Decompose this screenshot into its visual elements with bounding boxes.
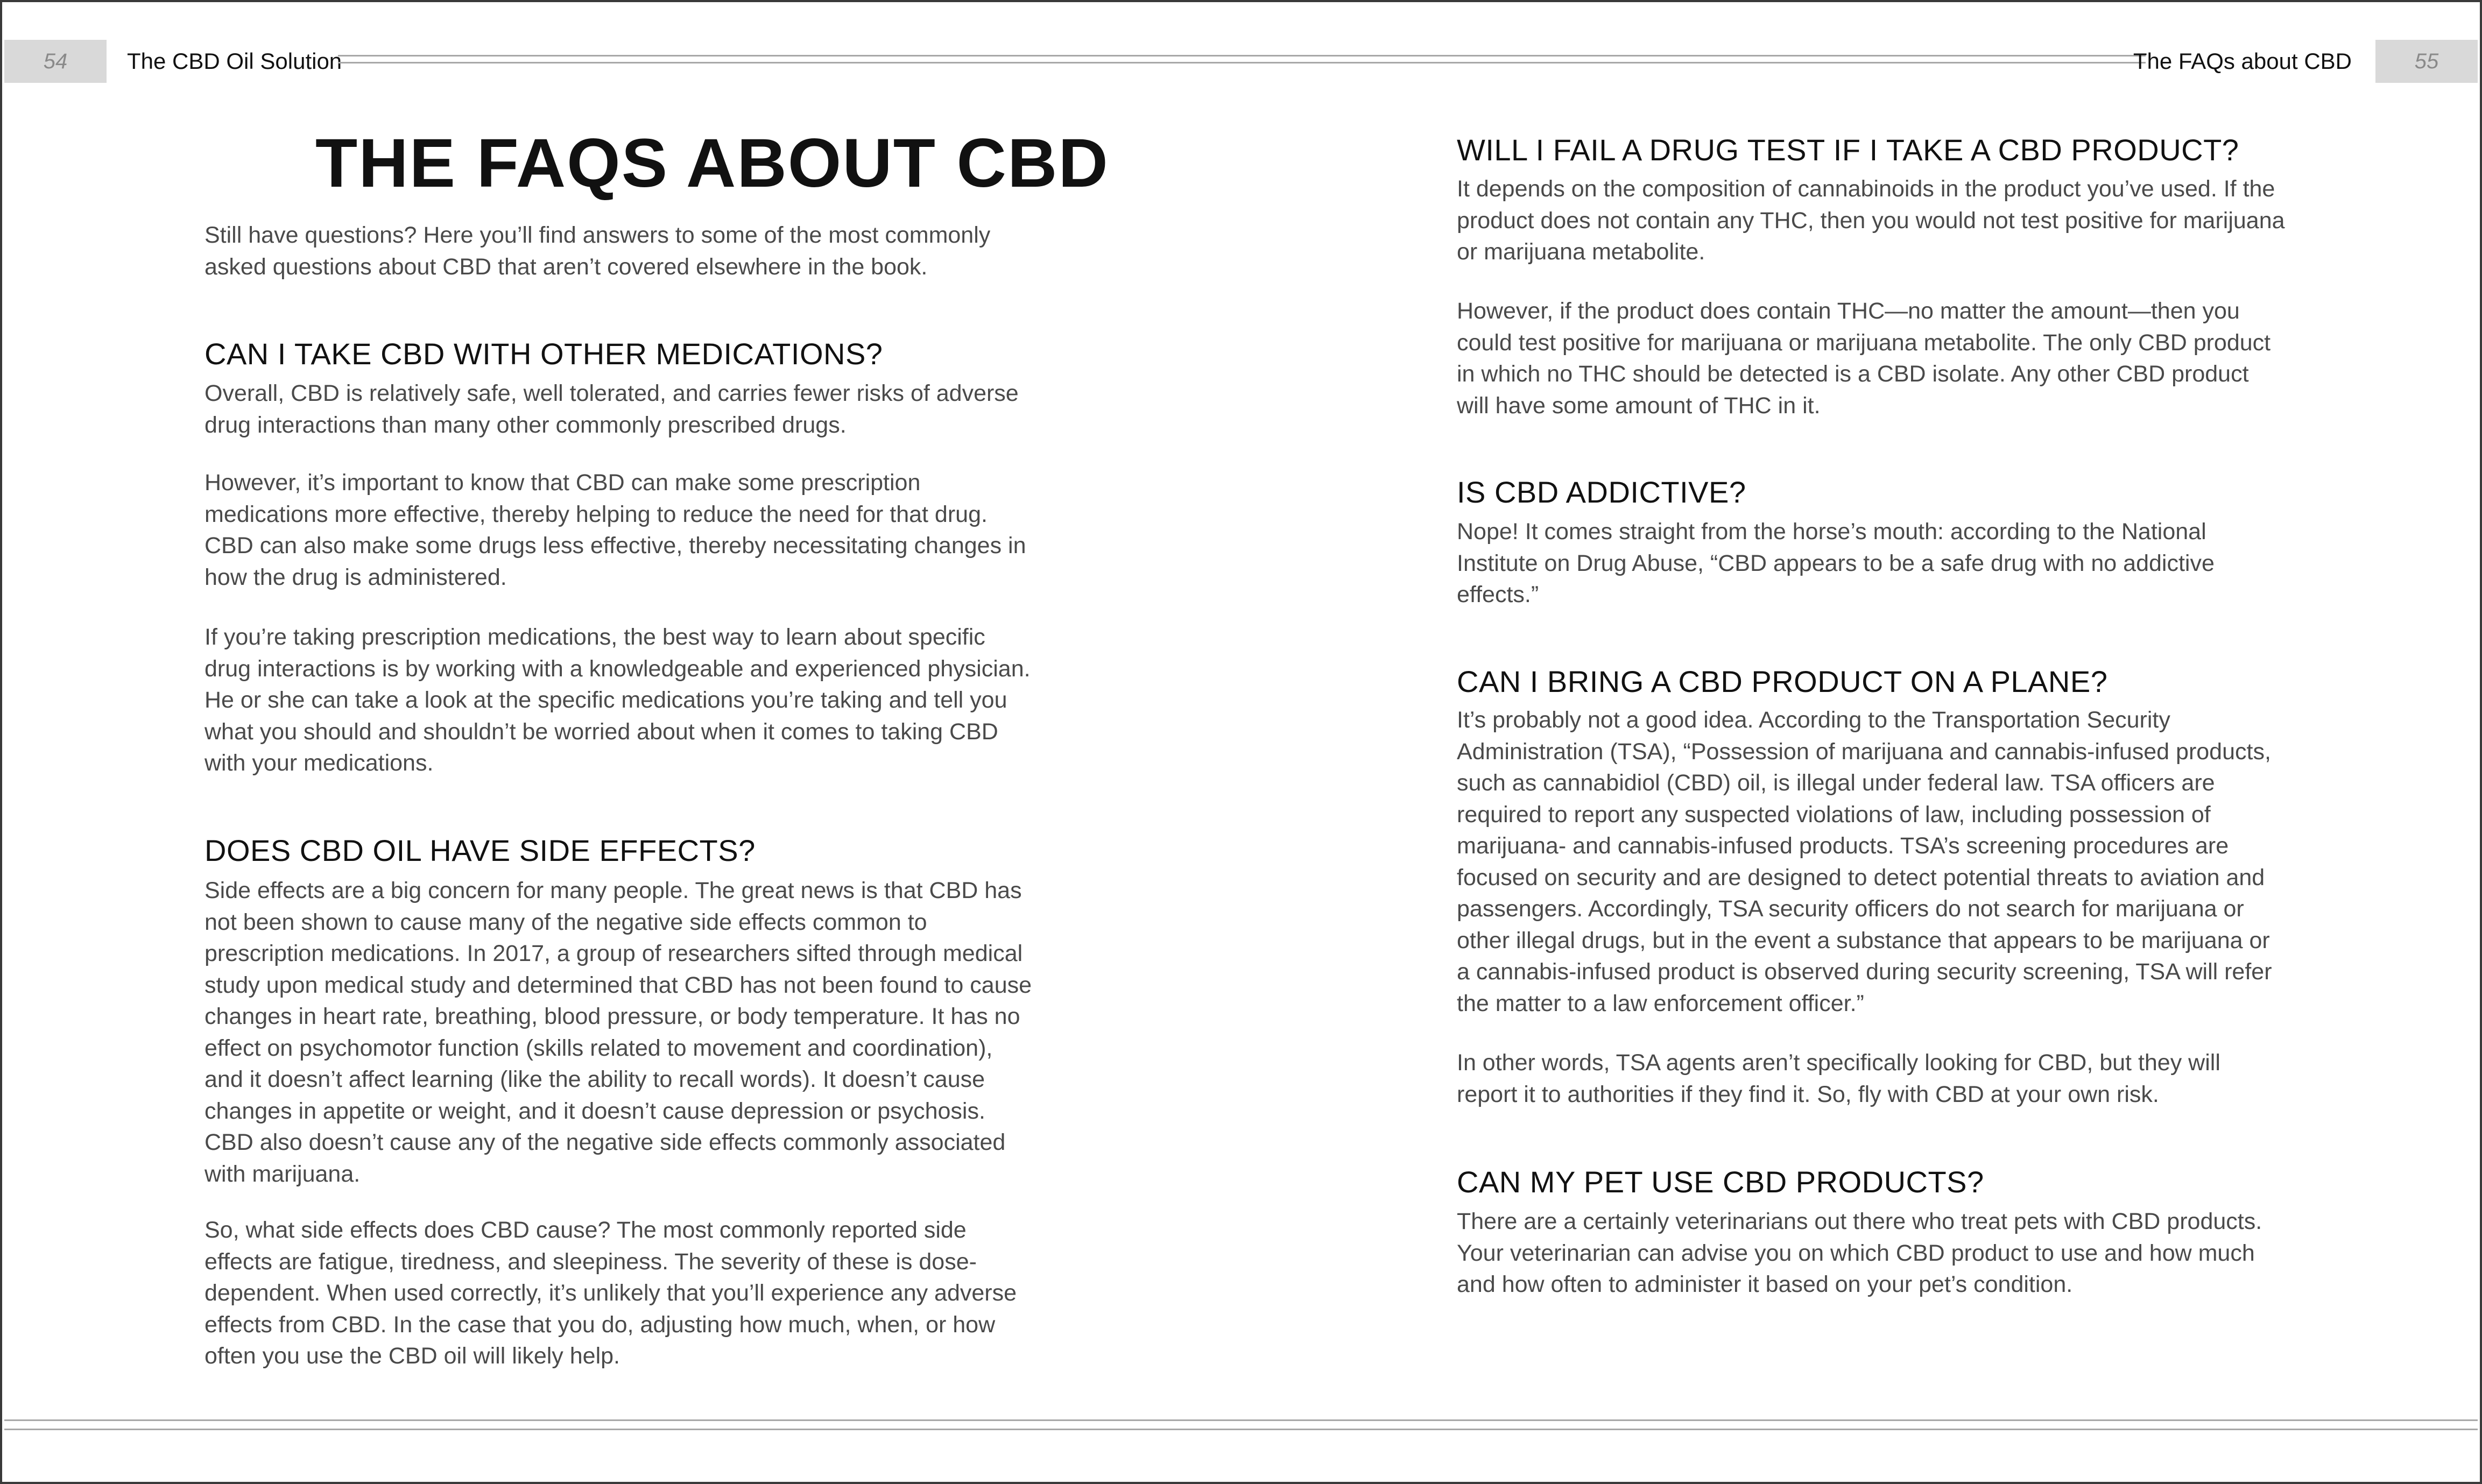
faq-answer-paragraph: There are a certainly veterinarians out there who treat pets with CBD products. Your veterinarian can advise you on which CBD product to use and how much and how often to administer it based on your pet’s condition. xyxy=(1457,1209,2262,1297)
faq-question: CAN MY PET USE CBD PRODUCTS? xyxy=(1457,1165,1984,1199)
faq-question: CAN I BRING A CBD PRODUCT ON A PLANE? xyxy=(1457,665,2108,698)
footer-rule xyxy=(4,1419,2478,1430)
intro-paragraph: Still have questions? Here you’ll find answers to some of the most commonly asked questions about CBD that aren’t covered elsewhere in the book. xyxy=(205,222,991,280)
header-rule xyxy=(338,55,1231,63)
faq-question: IS CBD ADDICTIVE? xyxy=(1457,475,1746,509)
left-running-title: The CBD Oil Solution xyxy=(127,48,342,74)
faq-question: CAN I TAKE CBD WITH OTHER MEDICATIONS? xyxy=(205,337,883,371)
page-title: THE FAQS ABOUT CBD xyxy=(315,125,1109,202)
faq-question: DOES CBD OIL HAVE SIDE EFFECTS? xyxy=(205,833,756,867)
right-page-number: 55 xyxy=(2375,40,2478,83)
header-rule xyxy=(1231,55,2146,63)
faq-answer-paragraph: Nope! It comes straight from the horse’s mouth: according to the National Institute on Drug Abuse, “CBD appears to be a safe drug with no addictive effects.” xyxy=(1457,519,2215,607)
faq-answer-paragraph: It’s probably not a good idea. According to the Transportation Security Administration (TSA), “Possession of marijuana and cannabis-infused products, such as cannabidiol (CBD) oil, is illegal under federal law. TSA officers are required to report any suspected violations of law, including possession of marijuana- and cannabis-infused products. TSA’s screening procedures are focused on security and are designed to detect potential threats to aviation and passengers. Accordingly, TSA security officers do not search for marijuana or other illegal drugs, but in the event a substance that appears to be marijuana or a cannabis-infused product is observed during security screening, TSA will refer the matter to a law enforcement officer.” xyxy=(1457,707,2272,1016)
faq-answer-paragraph: If you’re taking prescription medications, the best way to learn about specific drug interactions is by working with a knowledgeable and experienced physician. He or she can take a look at the specific medications you’re taking and tell you what you should and shouldn’t be worried about when it comes to taking CBD with your medications. xyxy=(205,624,1031,776)
faq-answer-paragraph: Side effects are a big concern for many people. The great news is that CBD has not been shown to cause many of the negative side effects common to prescription medications. In 2017, a group of researchers sifted through medical study upon medical study and determined that CBD has not been found to cause changes in heart rate, breathing, blood pressure, or body temperature. It has no effect on psychomotor function (skills related to movement and coordination), and it doesn’t affect learning (like the ability to recall words). It doesn’t cause changes in appetite or weight, and it doesn’t cause depression or psychosis. CBD also doesn’t cause any of the negative side effects commonly associated with marijuana. xyxy=(205,878,1032,1187)
faq-answer-paragraph: In other words, TSA agents aren’t specifically looking for CBD, but they will report it to authorities if they find it. So, fly with CBD at your own risk. xyxy=(1457,1050,2220,1107)
faq-answer-paragraph: Overall, CBD is relatively safe, well tolerated, and carries fewer risks of adverse drug interactions than many other commonly prescribed drugs. xyxy=(205,380,1019,438)
faq-answer-paragraph: However, it’s important to know that CBD can make some prescription medications more effective, thereby helping to reduce the need for that drug. CBD can also make some drugs less effective, thereby necessitating changes in how the drug is administered. xyxy=(205,470,1026,590)
faq-answer-paragraph: So, what side effects does CBD cause? The most commonly reported side effects are fatigue, tiredness, and sleepiness. The severity of these is dose-dependent. When used correctly, it’s unlikely that you’ll experience any adverse effects from CBD. In the case that you do, adjusting how much, when, or how often you use the CBD oil will likely help. xyxy=(205,1217,1017,1369)
faq-answer-paragraph: It depends on the composition of cannabinoids in the product you’ve used. If the product does not contain any THC, then you would not test positive for marijuana or marijuana metabolite. xyxy=(1457,176,2285,265)
right-running-title: The FAQs about CBD xyxy=(2133,48,2352,74)
faq-answer-paragraph: However, if the product does contain THC—no matter the amount—then you could test positive for marijuana or marijuana metabolite. The only CBD product in which no THC should be detected is a CBD isolate. Any other CBD product will have some amount of THC in it. xyxy=(1457,298,2271,419)
left-page-number: 54 xyxy=(4,40,107,83)
faq-question: WILL I FAIL A DRUG TEST IF I TAKE A CBD PRODUCT? xyxy=(1457,133,2239,167)
